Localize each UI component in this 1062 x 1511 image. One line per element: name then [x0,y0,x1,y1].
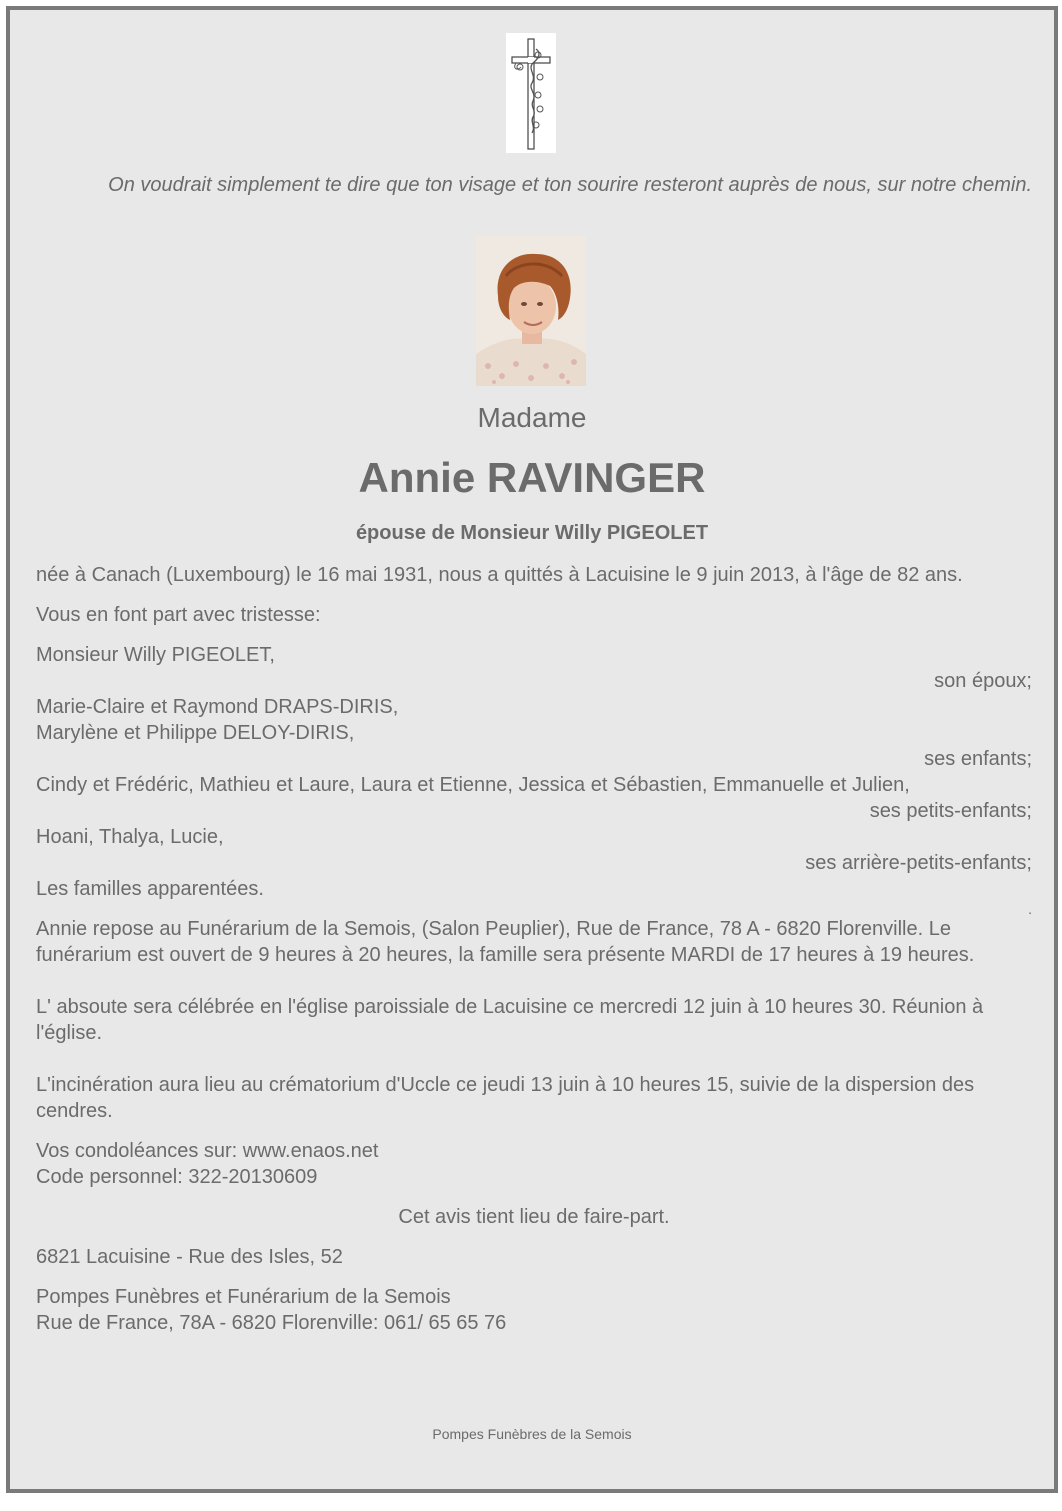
family-address: 6821 Lacuisine - Rue des Isles, 52 [36,1246,343,1268]
birth-death-text: née à Canach (Luxembourg) le 16 mai 1931, nous a quittés à Lacuisine le 9 juin 2013, à l'âge de 82 ans. [36,564,963,586]
separator-dot: . [1028,901,1032,917]
family-relatives: Les familles apparentées. [36,878,264,900]
deceased-name: Annie RAVINGER [358,454,706,501]
funeral-home-name: Pompes Funèbres et Funérarium de la Semois [36,1286,451,1308]
incineration-text: L'incinération aura lieu au crématorium d'Uccle ce jeudi 13 juin à 10 heures 15, suivie de la dispersion des cendres. [36,1074,975,1122]
absoute-text: L' absoute sera célébrée en l'église paroissiale de Lacuisine ce mercredi 12 juin à 10 heures 30. Réunion à l'église. [36,996,984,1044]
family-children-1: Marie-Claire et Raymond DRAPS-DIRIS, [36,696,399,718]
portrait-photo [476,236,586,386]
family-great-grandchildren: Hoani, Thalya, Lucie, [36,826,224,848]
repose-text: Annie repose au Funérarium de la Semois, (Salon Peuplier), Rue de France, 78 A - 6820 Florenville. Le funérarium est ouvert de 9 heures à 20 heures, la famille sera présente MARDI de 17 heures à 19 heures. [36,918,975,966]
cross-icon [506,33,556,153]
memorial-quote: On voudrait simplement te dire que ton visage et ton sourire resteront auprès de nous, sur notre chemin. [108,174,1032,196]
footer-credit: Pompes Funèbres de la Semois [432,1426,632,1442]
obituary-card [6,6,1058,1493]
personal-code: Code personnel: 322-20130609 [36,1166,318,1188]
family-husband-role: son époux; [934,670,1032,692]
family-great-grandchildren-role: ses arrière-petits-enfants; [805,852,1032,874]
notice-text: Cet avis tient lieu de faire-part. [398,1206,670,1228]
salutation: Madame [477,402,587,433]
funeral-home-address: Rue de France, 78A - 6820 Florenville: 061/ 65 65 76 [36,1312,507,1334]
family-grandchildren: Cindy et Frédéric, Mathieu et Laure, Laura et Etienne, Jessica et Sébastien, Emmanuelle et Julien, [36,774,910,796]
family-grandchildren-role: ses petits-enfants; [869,800,1032,822]
family-children-2: Marylène et Philippe DELOY-DIRIS, [36,722,355,744]
obituary-body [36,562,1032,1336]
spouse-line: épouse de Monsieur Willy PIGEOLET [355,522,709,544]
family-children-role: ses enfants; [924,748,1032,770]
condolences-text: Vos condoléances sur: www.enaos.net [36,1140,379,1162]
announcement-text: Vous en font part avec tristesse: [36,604,321,626]
family-husband: Monsieur Willy PIGEOLET, [36,644,275,666]
